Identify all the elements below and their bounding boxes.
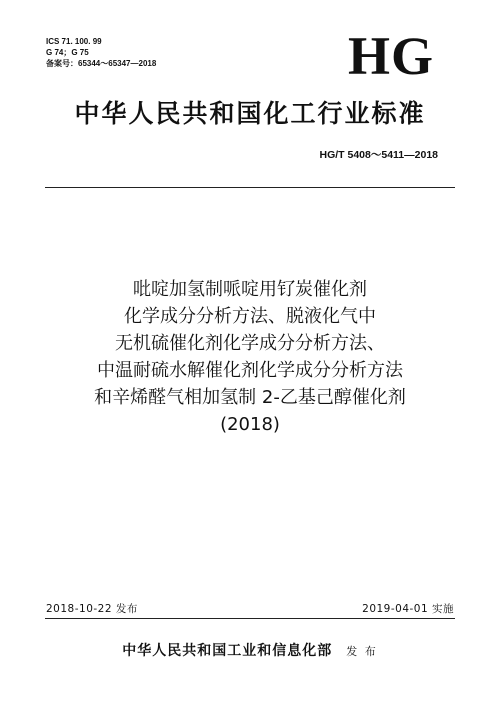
standard-title: 中华人民共和国化工行业标准 [74, 99, 426, 128]
issuer-action: 发 布 [346, 645, 378, 658]
filing-number: 备案号：65344～65347—2018 [46, 59, 157, 68]
issuer [0, 640, 500, 660]
document-title-line: 无机硫催化剂化学成分分析方法、 [115, 333, 385, 354]
document-title [0, 276, 500, 438]
issuer-name: 中华人民共和国工业和信息化部 [122, 643, 333, 659]
document-title-line: 化学成分分析方法、脱液化气中 [124, 306, 376, 327]
publish-date: 2018-10-22 发布 [46, 603, 138, 615]
document-title-year: (2018) [220, 414, 280, 435]
document-title-line: 吡啶加氢制哌啶用钌炭催化剂 [133, 279, 367, 300]
top-divider [45, 187, 455, 188]
ics-code: ICS 71. 100. 99 [46, 37, 102, 46]
bottom-divider [45, 618, 455, 619]
effective-date: 2019-04-01 实施 [362, 603, 454, 615]
classification-code: G 74；G 75 [46, 48, 89, 57]
classification-codes [46, 36, 156, 69]
document-title-line: 中温耐硫水解催化剂化学成分分析方法 [97, 360, 403, 381]
hg-logo: HG [347, 26, 434, 86]
document-title-line: 和辛烯醛气相加氢制 2-乙基己醇催化剂 [94, 387, 406, 408]
standard-number: HG/T 5408～5411—2018 [319, 149, 438, 161]
